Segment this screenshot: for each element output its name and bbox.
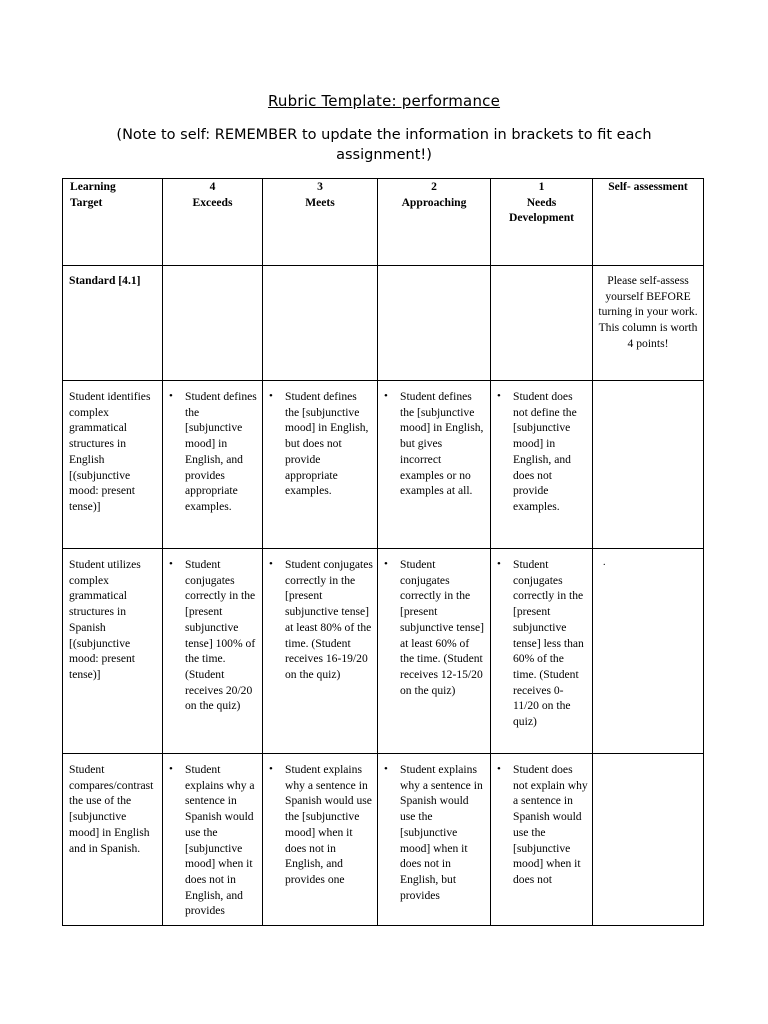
- rubric-row: [63, 754, 704, 926]
- criterion-cell: [491, 549, 593, 754]
- rubric-row: [63, 381, 704, 549]
- bullet-icon: •: [497, 558, 501, 570]
- criterion-cell: [491, 381, 593, 549]
- header-exceeds: 4 Exceeds: [163, 179, 263, 266]
- criterion-cell: [263, 381, 378, 549]
- standard-label: Standard [4.1]: [63, 266, 163, 381]
- bullet-icon: •: [169, 390, 173, 402]
- criterion-cell: [163, 754, 263, 926]
- note-to-self: (Note to self: REMEMBER to update the information in brackets to fit each assignment!): [116, 127, 652, 163]
- bullet-icon: •: [269, 558, 273, 570]
- learning-target: Student utilizes complex grammatical structures in Spanish [(subjunctive mood: present tense)]: [63, 549, 163, 754]
- standard-empty-cell: [491, 266, 593, 381]
- bullet-icon: •: [169, 763, 173, 775]
- header-approaching: 2 Approaching: [378, 179, 491, 266]
- criterion-text: Student conjugates correctly in the [present subjunctive tense] 100% of the time. (Student receives 20/20 on the quiz): [185, 558, 256, 713]
- criterion-text: Student conjugates correctly in the [present subjunctive tense] at least 80% of the time. (Student receives 16-19/20 on the quiz): [285, 558, 373, 681]
- criterion-cell: [163, 549, 263, 754]
- criterion-cell: [491, 754, 593, 926]
- header-learning-target: Learning Target: [63, 179, 163, 266]
- criterion-text: Student defines the [subjunctive mood] in English, and provides appropriate examples.: [185, 390, 257, 513]
- criterion-text: Student defines the [subjunctive mood] in English, but gives incorrect examples or no examples at all.: [400, 390, 484, 498]
- self-assessment-cell: [593, 381, 704, 549]
- learning-target: Student identifies complex grammatical structures in English [(subjunctive mood: present tense)]: [63, 381, 163, 549]
- criterion-cell: [378, 549, 491, 754]
- criterion-text: Student does not define the [subjunctive mood] in English, and does not provide examples.: [513, 390, 577, 513]
- learning-target: Student compares/contrast the use of the [subjunctive mood] in English and in Spanish.: [63, 754, 163, 926]
- criterion-text: Student defines the [subjunctive mood] in English, but does not provide appropriate examples.: [285, 390, 369, 498]
- criterion-cell: [263, 549, 378, 754]
- bullet-icon: •: [497, 390, 501, 402]
- criterion-text: Student conjugates correctly in the [present subjunctive tense] less than 60% of the time. (Student receives 0-11/20 on the quiz): [513, 558, 584, 729]
- criterion-text: Student explains why a sentence in Spanish would use the [subjunctive mood] when it does not in English, and provides: [185, 763, 255, 918]
- bullet-icon: •: [384, 558, 388, 570]
- bullet-icon: •: [169, 558, 173, 570]
- criterion-text: Student explains why a sentence in Spanish would use the [subjunctive mood] when it does not in English, and provides one: [285, 763, 372, 886]
- header-self-assessment: Self- assessment: [593, 179, 704, 266]
- standard-empty-cell: [163, 266, 263, 381]
- criterion-cell: [378, 381, 491, 549]
- bullet-icon: •: [269, 763, 273, 775]
- self-assessment-cell: .: [593, 549, 704, 754]
- criterion-text: Student does not explain why a sentence in Spanish would use the [subjunctive mood] when it does not: [513, 763, 588, 886]
- criterion-text: Student conjugates correctly in the [present subjunctive tense] at least 60% of the time. (Student receives 12-15/20 on the quiz): [400, 558, 485, 697]
- header-row: [63, 179, 704, 266]
- header-meets: 3 Meets: [263, 179, 378, 266]
- self-assess-note: Please self-assess yourself BEFORE turning in your work. This column is worth 4 points!: [593, 266, 704, 381]
- header-needs-development: 1 Needs Development: [491, 179, 593, 266]
- rubric-table: [62, 178, 704, 926]
- criterion-text: Student explains why a sentence in Spanish would use the [subjunctive mood] when it does not in English, but provides: [400, 763, 483, 902]
- criterion-cell: [263, 754, 378, 926]
- criterion-cell: [163, 381, 263, 549]
- bullet-icon: •: [497, 763, 501, 775]
- standard-empty-cell: [378, 266, 491, 381]
- standard-row: [63, 266, 704, 381]
- self-assessment-cell: [593, 754, 704, 926]
- criterion-cell: [378, 754, 491, 926]
- bullet-icon: •: [384, 390, 388, 402]
- document-title: Rubric Template: performance: [267, 92, 501, 110]
- bullet-icon: •: [269, 390, 273, 402]
- rubric-row: [63, 549, 704, 754]
- standard-empty-cell: [263, 266, 378, 381]
- bullet-icon: •: [384, 763, 388, 775]
